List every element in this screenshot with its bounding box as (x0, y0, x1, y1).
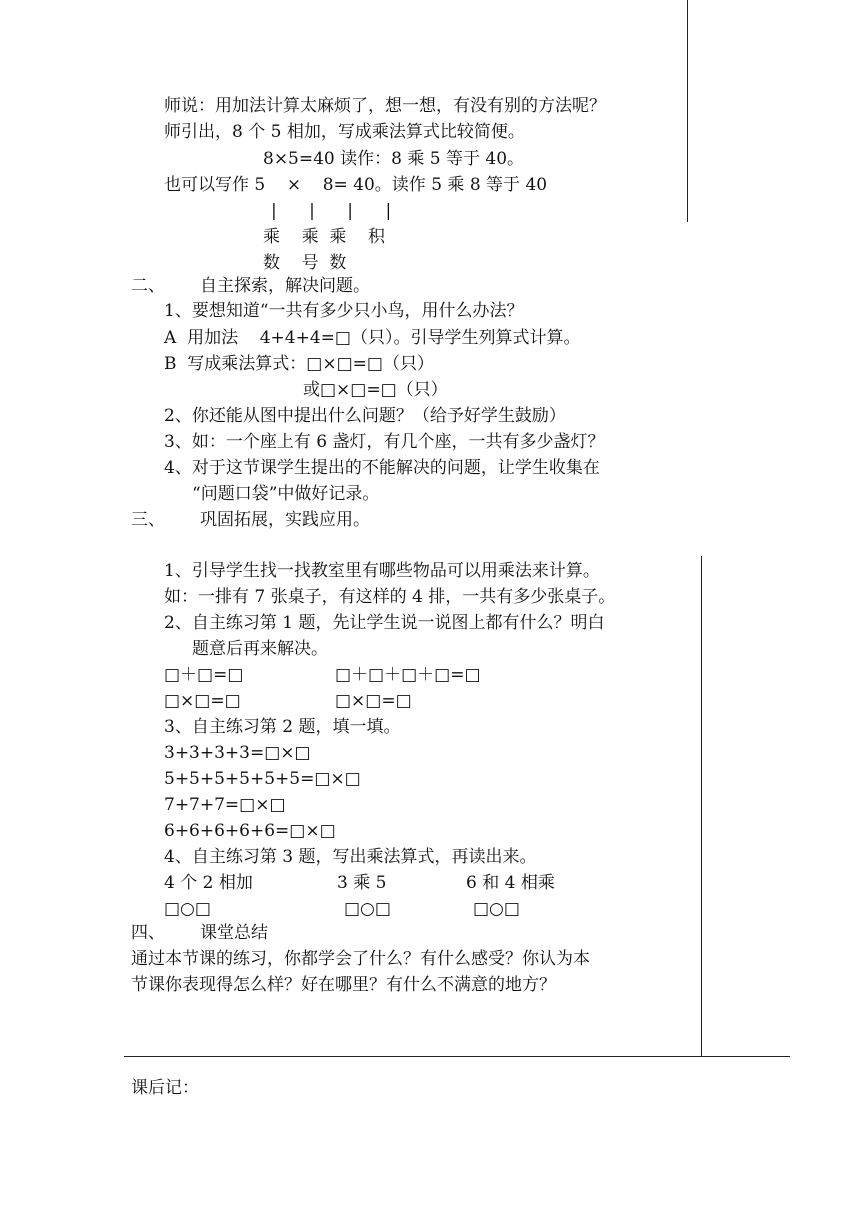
fill-4: 6+6+6+6+6=□×□ (164, 821, 336, 841)
section2-title: 自主探索，解决问题。 (200, 276, 370, 296)
labels-row-2: 数 号 数 (263, 253, 347, 273)
teacher-leads: 师引出，8 个 5 相加，写成乘法算式比较简便。 (164, 122, 525, 142)
section2-line-8: “问题口袋”中做好记录。 (192, 484, 380, 504)
equation-2b: □×□=□ (335, 691, 412, 711)
case-2: 3 乘 5 (337, 873, 387, 893)
section2-line-7: 4、对于这节课学生提出的不能解决的问题，让学生收集在 (164, 458, 600, 478)
table-bottom-border (124, 1056, 790, 1057)
section2-line-6: 3、如：一个座上有 6 盏灯，有几个座，一共有多少盏灯？ (164, 432, 605, 452)
bars-line: | | | | (271, 201, 392, 221)
teacher-says: 师说：用加法计算太麻烦了，想一想，有没有别的方法呢？ (164, 96, 606, 116)
alt-formula-line: 也可以写作 5 × 8= 40。读作 5 乘 8 等于 40 (164, 175, 548, 195)
section2-line-5: 2、你还能从图中提出什么问题？（给予好学生鼓励） (164, 406, 566, 426)
section2-line-1: 1、要想知道“一共有多少只小鸟，用什么办法？ (164, 301, 524, 321)
section3-line-4: 题意后再来解决。 (192, 639, 328, 659)
after-class-note-label: 课后记： (131, 1078, 199, 1098)
case-3: 6 和 4 相乘 (466, 873, 555, 893)
fill-1: 3+3+3+3=□×□ (164, 743, 311, 763)
section2-line-4: 或□×□=□（只） (303, 380, 448, 400)
equation-1b: □＋□＋□＋□=□ (335, 665, 481, 685)
section3-line-5: 3、自主练习第 2 题，填一填。 (164, 717, 401, 737)
section2-number: 二、 (131, 276, 165, 296)
case-1: 4 个 2 相加 (164, 873, 253, 893)
section2-line-3: B 写成乘法算式：□×□=□（只） (164, 354, 434, 374)
section4-number: 四、 (131, 923, 165, 943)
section2-line-2: A 用加法 4+4+4=□（只）。引导学生列算式计算。 (164, 328, 581, 348)
section4-title: 课堂总结 (200, 923, 268, 943)
section3-line-2: 如：一排有 7 张桌子，有这样的 4 排，一共有多少张桌子。 (164, 587, 616, 607)
section3-line-6: 4、自主练习第 3 题，写出乘法算式，再读出来。 (164, 847, 537, 867)
table-right-border-top (687, 0, 688, 222)
fill-2: 5+5+5+5+5+5=□×□ (164, 769, 361, 789)
labels-row-1: 乘 乘 乘 积 (263, 227, 386, 247)
equation-1a: □＋□=□ (164, 665, 244, 685)
box-3: □○□ (473, 899, 520, 919)
equation-2a: □×□=□ (164, 691, 241, 711)
fill-3: 7+7+7=□×□ (164, 795, 286, 815)
table-right-border-bottom (701, 556, 702, 1056)
box-2: □○□ (344, 899, 391, 919)
box-1: □○□ (164, 899, 211, 919)
section3-number: 三、 (131, 510, 165, 530)
section3-line-1: 1、引导学生找一找教室里有哪些物品可以用乘法来计算。 (164, 561, 600, 581)
section4-line-2: 节课你表现得怎么样？好在哪里？有什么不满意的地方？ (131, 975, 556, 995)
section3-title: 巩固拓展，实践应用。 (200, 510, 370, 530)
formula-line: 8×5=40 读作：8 乘 5 等于 40。 (263, 149, 525, 169)
section4-line-1: 通过本节课的练习，你都学会了什么？有什么感受？你认为本 (131, 949, 590, 969)
section3-line-3: 2、自主练习第 1 题，先让学生说一说图上都有什么？明白 (164, 613, 605, 633)
